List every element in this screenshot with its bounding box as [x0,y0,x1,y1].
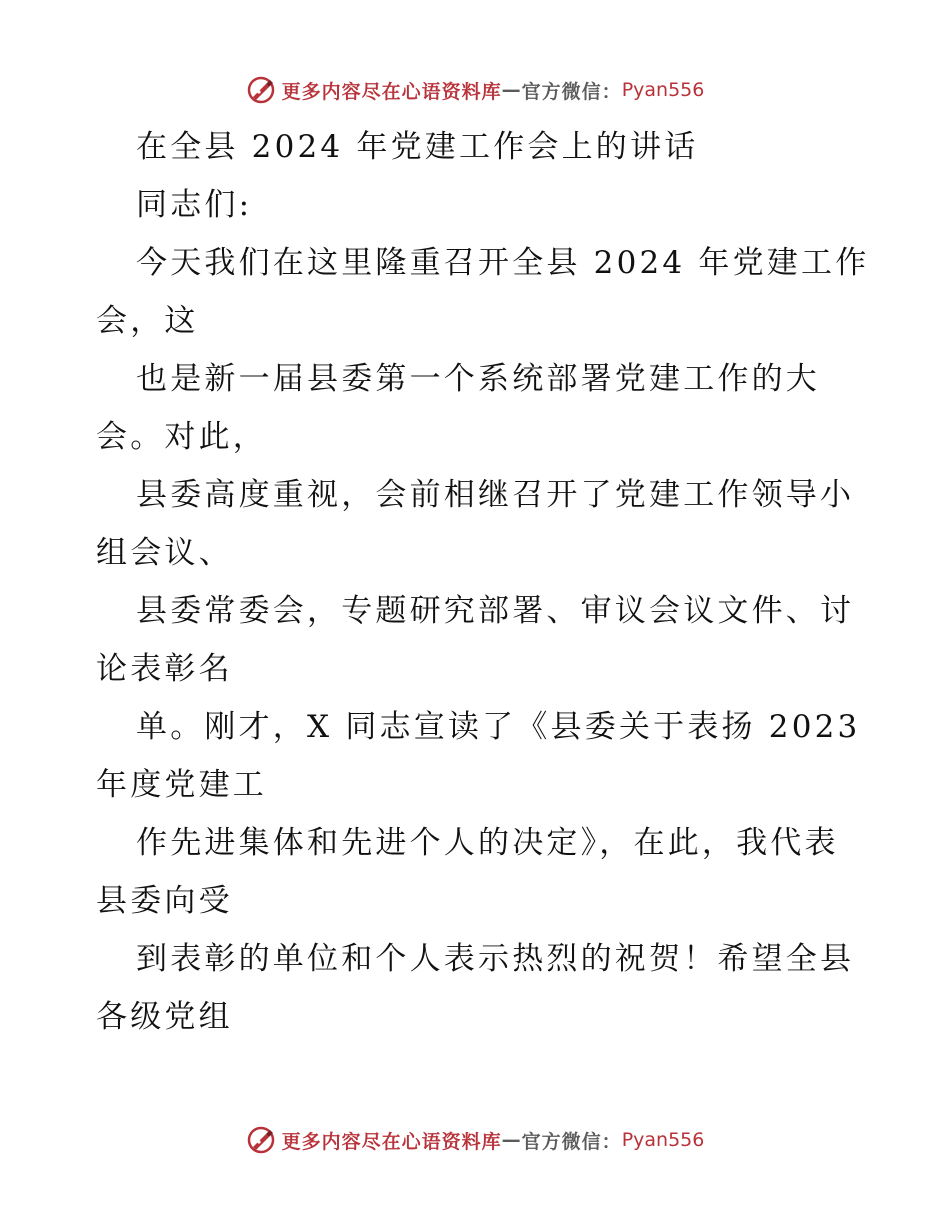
text-line: 县委向受 [96,883,233,919]
watermark-wechat-id: Pyan556 [621,1129,705,1151]
text-line: 县委常委会，专题研究部署、审议会议文件、讨 [136,593,855,629]
watermark-sub-text: 官方微信： [521,1130,622,1153]
watermark-wechat-id: Pyan556 [621,79,705,101]
text-line: 单。刚才，X 同志宣读了《县委关于表扬 2023 [136,709,861,745]
footer-watermark [0,1120,950,1160]
watermark-main-text: 更多内容尽在心语资料库 [281,1130,502,1153]
pen-logo-icon [246,1125,276,1155]
text-line: 也是新一届县委第一个系统部署党建工作的大 [136,361,820,397]
watermark-dash: — [501,1129,522,1151]
watermark-main-text: 更多内容尽在心语资料库 [281,80,502,103]
text-line: 会。对此， [96,419,267,455]
text-line: 组会议、 [96,535,233,571]
text-line: 会，这 [96,303,199,339]
text-line: 同志们: [136,187,253,223]
text-line: 论表彰名 [96,651,233,687]
document-title: 在全县 2024 年党建工作会上的讲话 [136,129,699,165]
text-line: 各级党组 [96,999,233,1035]
watermark-sub-text: 官方微信： [521,80,622,103]
text-line: 县委高度重视，会前相继召开了党建工作领导小 [136,477,855,513]
header-watermark [0,70,950,110]
document-body [96,118,870,1046]
text-line: 到表彰的单位和个人表示热烈的祝贺！希望全县 [136,941,855,977]
pen-logo-icon [246,75,276,105]
text-line: 年度党建工 [96,767,267,803]
text-line: 今天我们在这里隆重召开全县 2024 年党建工作 [136,245,870,281]
text-line: 作先进集体和先进个人的决定》，在此，我代表 [136,825,839,861]
watermark-dash: — [501,79,522,101]
